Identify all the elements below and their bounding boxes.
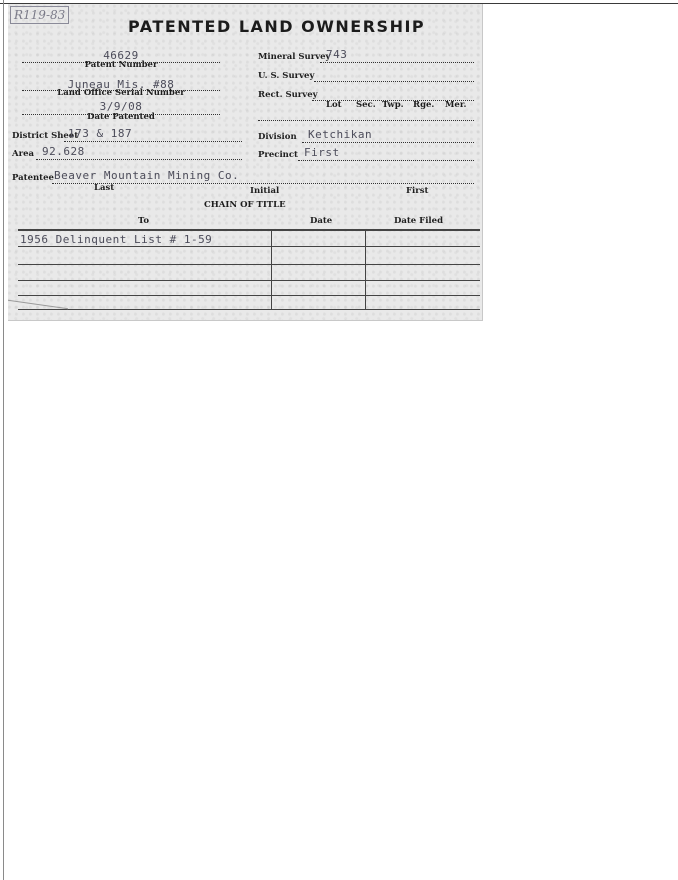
- patentee-last-label: Last: [94, 183, 115, 193]
- col-date-header: Date: [310, 216, 333, 226]
- patentee-value: Beaver Mountain Mining Co.: [54, 169, 240, 182]
- division-label: Division: [258, 132, 297, 142]
- table-rule: [18, 246, 480, 247]
- division-line: [302, 142, 474, 143]
- date-patented-value: 3/9/08: [99, 100, 143, 113]
- table-top-rule: [18, 229, 480, 231]
- ownership-card: [8, 4, 483, 321]
- area-value: 92.628: [42, 145, 85, 158]
- corner-note: R119-83: [10, 6, 69, 24]
- rect-col-sec: Sec.: [356, 100, 376, 110]
- page-left-edge: [3, 0, 4, 880]
- district-sheet-label: District Sheet: [12, 131, 79, 141]
- table-rule: [18, 280, 480, 281]
- rect-col-lot: Lot: [326, 100, 342, 110]
- table-rule: [18, 309, 480, 310]
- rect-col-rge: Rge.: [413, 100, 435, 110]
- table-row-1-to: 1956 Delinquent List # 1-59: [20, 233, 213, 246]
- rect-col-twp: Twp.: [382, 100, 404, 110]
- table-col-divider: [271, 229, 272, 309]
- chain-of-title-table: [18, 229, 480, 309]
- table-rule: [18, 295, 480, 296]
- rect-col-mer: Mer.: [445, 100, 467, 110]
- land-office-serial-label: Land Office Serial Number: [57, 88, 185, 98]
- patent-number-value: 46629: [103, 49, 139, 62]
- precinct-line: [298, 160, 474, 161]
- mineral-survey-line: [320, 62, 474, 63]
- rect-survey-entry-line: [258, 120, 474, 121]
- table-col-divider: [365, 229, 366, 309]
- us-survey-line: [314, 81, 474, 82]
- area-label: Area: [12, 149, 34, 159]
- us-survey-label: U. S. Survey: [258, 71, 315, 81]
- patentee-first-label: First: [406, 186, 429, 196]
- table-rule: [18, 264, 480, 265]
- mineral-survey-label: Mineral Survey: [258, 52, 331, 62]
- division-value: Ketchikan: [308, 128, 373, 141]
- patent-number-label: Patent Number: [84, 60, 158, 70]
- area-line: [36, 159, 242, 160]
- precinct-label: Precinct: [258, 150, 298, 160]
- col-date-filed-header: Date Filed: [394, 216, 444, 226]
- col-to-header: To: [138, 216, 150, 226]
- land-office-serial-value: Juneau Mis. #88: [67, 78, 175, 91]
- patentee-label: Patentee: [12, 173, 54, 183]
- precinct-value: First: [304, 146, 340, 159]
- patentee-initial-label: Initial: [250, 186, 280, 196]
- card-title: PATENTED LAND OWNERSHIP: [128, 17, 426, 36]
- district-sheet-value: 173 & 187: [68, 127, 133, 140]
- district-sheet-line: [64, 141, 242, 142]
- mineral-survey-value: 743: [326, 48, 348, 61]
- patentee-line: [52, 183, 474, 184]
- date-patented-label: Date Patented: [87, 112, 155, 122]
- rect-survey-label: Rect. Survey: [258, 90, 318, 100]
- chain-of-title-heading: CHAIN OF TITLE: [204, 200, 286, 210]
